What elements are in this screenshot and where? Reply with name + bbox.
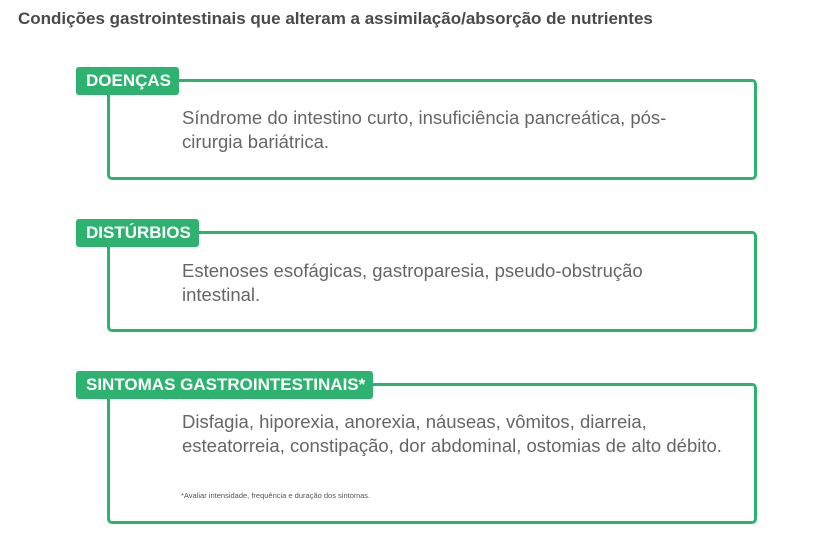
section-tag-doencas: DOENÇAS bbox=[76, 67, 179, 95]
section-footnote-sintomas: *Avaliar intensidade, frequência e duração dos sintomas. bbox=[181, 491, 371, 500]
section-text-doencas: Síndrome do intestino curto, insuficiência pancreática, pós-cirurgia bariátrica. bbox=[182, 107, 667, 152]
section-text-sintomas: Disfagia, hiporexia, anorexia, náuseas, vômitos, diarreia, esteatorreia, constipação, dor abdominal, ostomias de alto débito. bbox=[182, 411, 722, 456]
section-tag-disturbios: DISTÚRBIOS bbox=[76, 219, 199, 247]
page-title: Condições gastrointestinais que alteram a assimilação/absorção de nutrientes bbox=[18, 9, 653, 28]
section-tag-sintomas: SINTOMAS GASTROINTESTINAIS* bbox=[76, 371, 373, 399]
section-text-disturbios: Estenoses esofágicas, gastroparesia, pseudo-obstrução intestinal. bbox=[182, 260, 643, 305]
